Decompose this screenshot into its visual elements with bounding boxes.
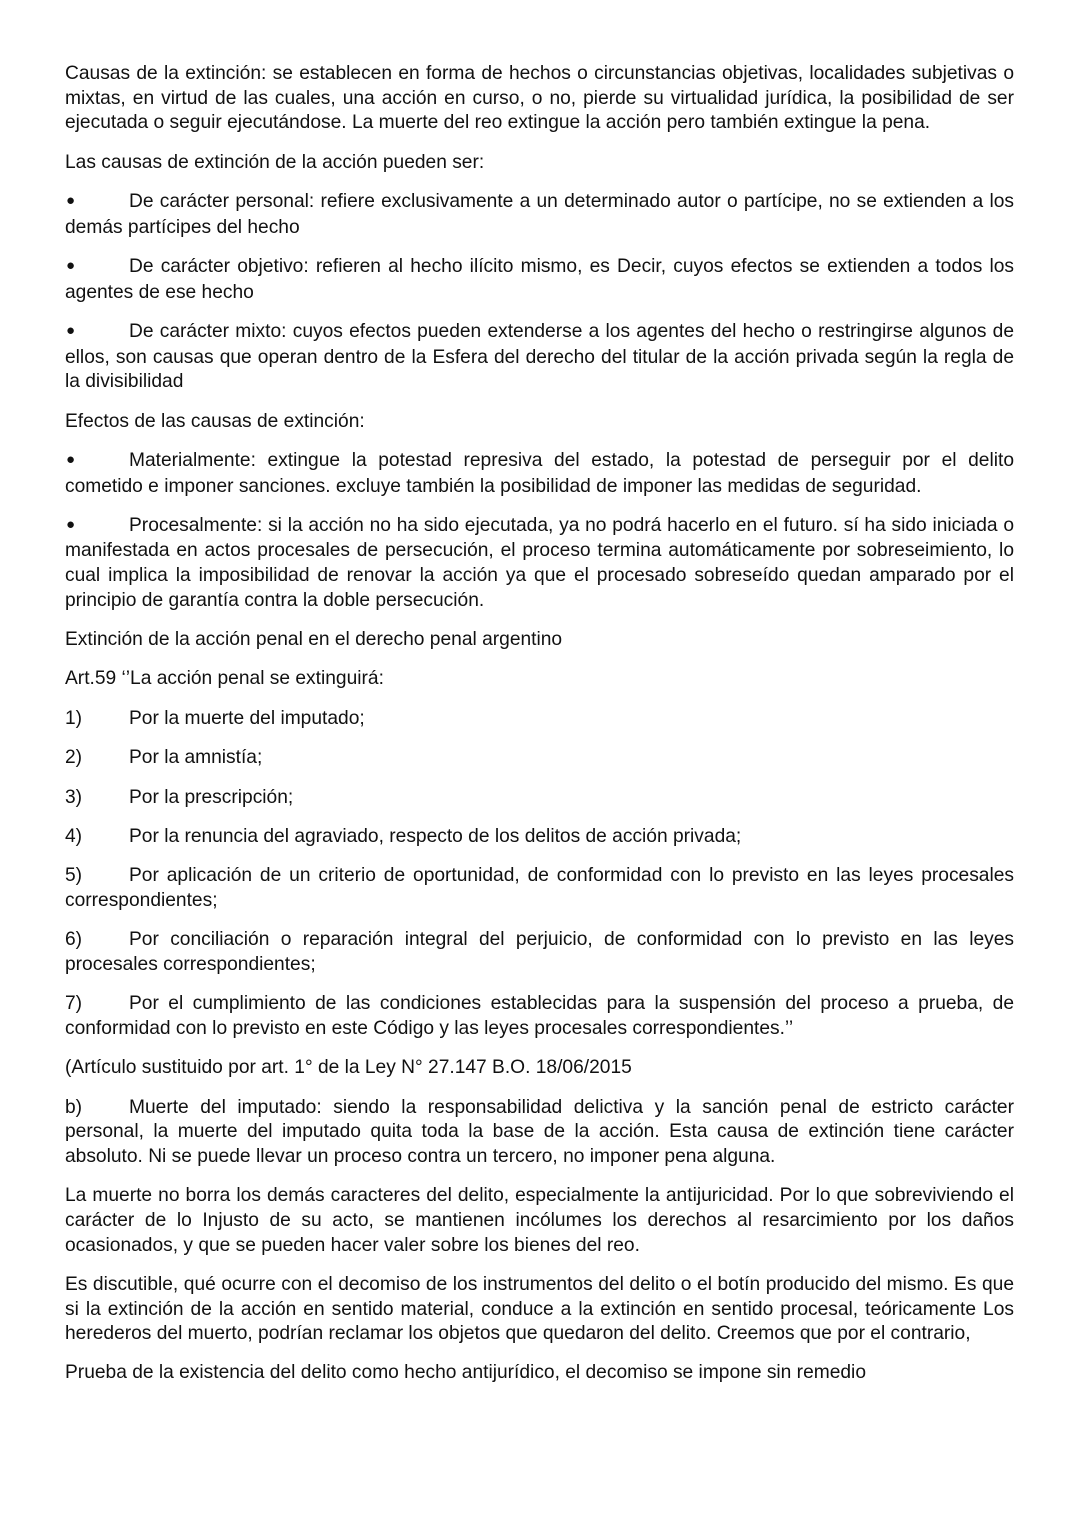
document-page	[65, 62, 1014, 1401]
article-59-intro: Art.59 ‘’La acción penal se extinguirá:	[65, 668, 384, 690]
paragraph-muerte-antijuricidad: La muerte no borra los demás caracteres del delito, especialmente la antijuricidad. Por lo que sobreviviendo el carácter de lo Injusto de su acto, se mantienen incólumes los derechos al resarcimiento por los daños ocasionados, y que se pueden hacer valer sobre los bienes del reo.	[65, 1185, 1014, 1256]
paragraph-causas-lista-intro: Las causas de extinción de la acción pueden ser:	[65, 151, 485, 173]
bullet-icon: ●	[66, 191, 76, 209]
list-number: 4)	[65, 826, 83, 848]
numbered-item-2	[65, 746, 1014, 771]
bullet-item-text: Procesalmente: si la acción no ha sido ejecutada, ya no podrá hacerlo en el futuro. sí ha sido iniciada o manifestada en actos procesales de persecución, el proceso termina automáticamente por sobreseimiento, lo cual implica la imposibilidad de renovar la acción ya que el procesado sobreseído quedan amparado por el principio de garantía contra la doble persecución.	[65, 514, 1014, 611]
numbered-item-text: Por la amnistía;	[129, 747, 263, 769]
numbered-item-3	[65, 786, 1014, 811]
section-heading-derecho-argentino: Extinción de la acción penal en el derecho penal argentino	[65, 629, 563, 651]
list-number: 7)	[65, 993, 83, 1015]
bullet-item-text: De carácter objetivo: refieren al hecho ilícito mismo, es Decir, cuyos efectos se extienden a todos los agentes de ese hecho	[65, 255, 1014, 303]
bullet-item-objetivo	[65, 255, 1014, 305]
bullet-item-text: De carácter mixto: cuyos efectos pueden extenderse a los agentes del hecho o restringirse algunos de ellos, son causas que operan dentro de la Esfera del derecho del titular de la acción privada según la regla de la divisibilidad	[65, 320, 1014, 393]
bullet-icon: ●	[66, 450, 76, 468]
paragraph-decomiso: Es discutible, qué ocurre con el decomiso de los instrumentos del delito o el botín producido del mismo. Es que si la extinción de la acción en sentido material, conduce a la extinción en sentido procesal, teóricamente Los herederos del muerto, podrían reclamar los objetos que quedaron del delito. Creemos que por el contrario,	[65, 1273, 1014, 1345]
bullet-item-text: De carácter personal: refiere exclusivamente a un determinado autor o partícipe, no se extienden a los demás partícipes del hecho	[65, 190, 1014, 238]
list-number: 1)	[65, 707, 83, 729]
numbered-item-4	[65, 825, 1014, 850]
numbered-item-6	[65, 928, 1014, 977]
paragraph-causas-extincion: Causas de la extinción: se establecen en forma de hechos o circunstancias objetivas, localidades subjetivas o mixtas, en virtud de las cuales, una acción en curso, o no, pierde su virtualidad jurídica, la posibilidad de ser ejecutada o seguir ejecutándose. La muerte del reo extingue la acción pero también extingue la pena.	[65, 63, 1014, 134]
numbered-item-7	[65, 992, 1014, 1041]
list-number: 6)	[65, 929, 83, 951]
bullet-item-materialmente	[65, 449, 1014, 499]
numbered-item-1	[65, 707, 1014, 732]
list-number: 3)	[65, 786, 83, 808]
item-b-muerte-imputado	[65, 1096, 1014, 1170]
bullet-item-mixto	[65, 320, 1014, 395]
numbered-item-text: Por aplicación de un criterio de oportunidad, de conformidad con lo previsto en las leyes procesales correspondientes;	[65, 865, 1014, 911]
bullet-icon: ●	[66, 321, 76, 339]
numbered-item-text: Por la muerte del imputado;	[129, 707, 365, 729]
list-number: 2)	[65, 747, 83, 769]
bullet-icon: ●	[66, 256, 76, 274]
article-source-note: (Artículo sustituido por art. 1° de la Ley N° 27.147 B.O. 18/06/2015	[65, 1057, 632, 1079]
numbered-item-5	[65, 864, 1014, 913]
bullet-item-text: Materialmente: extingue la potestad represiva del estado, la potestad de perseguir por el delito cometido e imponer sanciones. excluye también la posibilidad de imponer las medidas de seguridad.	[65, 449, 1014, 497]
paragraph-efectos-intro: Efectos de las causas de extinción:	[65, 410, 365, 432]
numbered-item-text: Por el cumplimiento de las condiciones establecidas para la suspensión del proceso a prueba, de conformidad con lo previsto en este Código y las leyes procesales correspondientes.’’	[65, 993, 1014, 1039]
list-letter: b)	[65, 1096, 83, 1118]
item-b-text: Muerte del imputado: siendo la responsabilidad delictiva y la sanción penal de estricto carácter personal, la muerte del imputado quita toda la base de la acción. Esta causa de extinción tiene carácter absoluto. Ni se puede llevar un proceso contra un tercero, no imponer pena alguna.	[65, 1096, 1014, 1167]
paragraph-prueba-existencia: Prueba de la existencia del delito como hecho antijurídico, el decomiso se impone sin remedio	[65, 1362, 866, 1384]
bullet-item-procesalmente	[65, 514, 1014, 613]
list-number: 5)	[65, 865, 83, 887]
bullet-item-personal	[65, 190, 1014, 240]
numbered-item-text: Por la prescripción;	[129, 786, 294, 808]
bullet-icon: ●	[66, 515, 76, 533]
numbered-item-text: Por la renuncia del agraviado, respecto de los delitos de acción privada;	[129, 826, 742, 848]
numbered-item-text: Por conciliación o reparación integral del perjuicio, de conformidad con lo previsto en las leyes procesales correspondientes;	[65, 929, 1014, 975]
